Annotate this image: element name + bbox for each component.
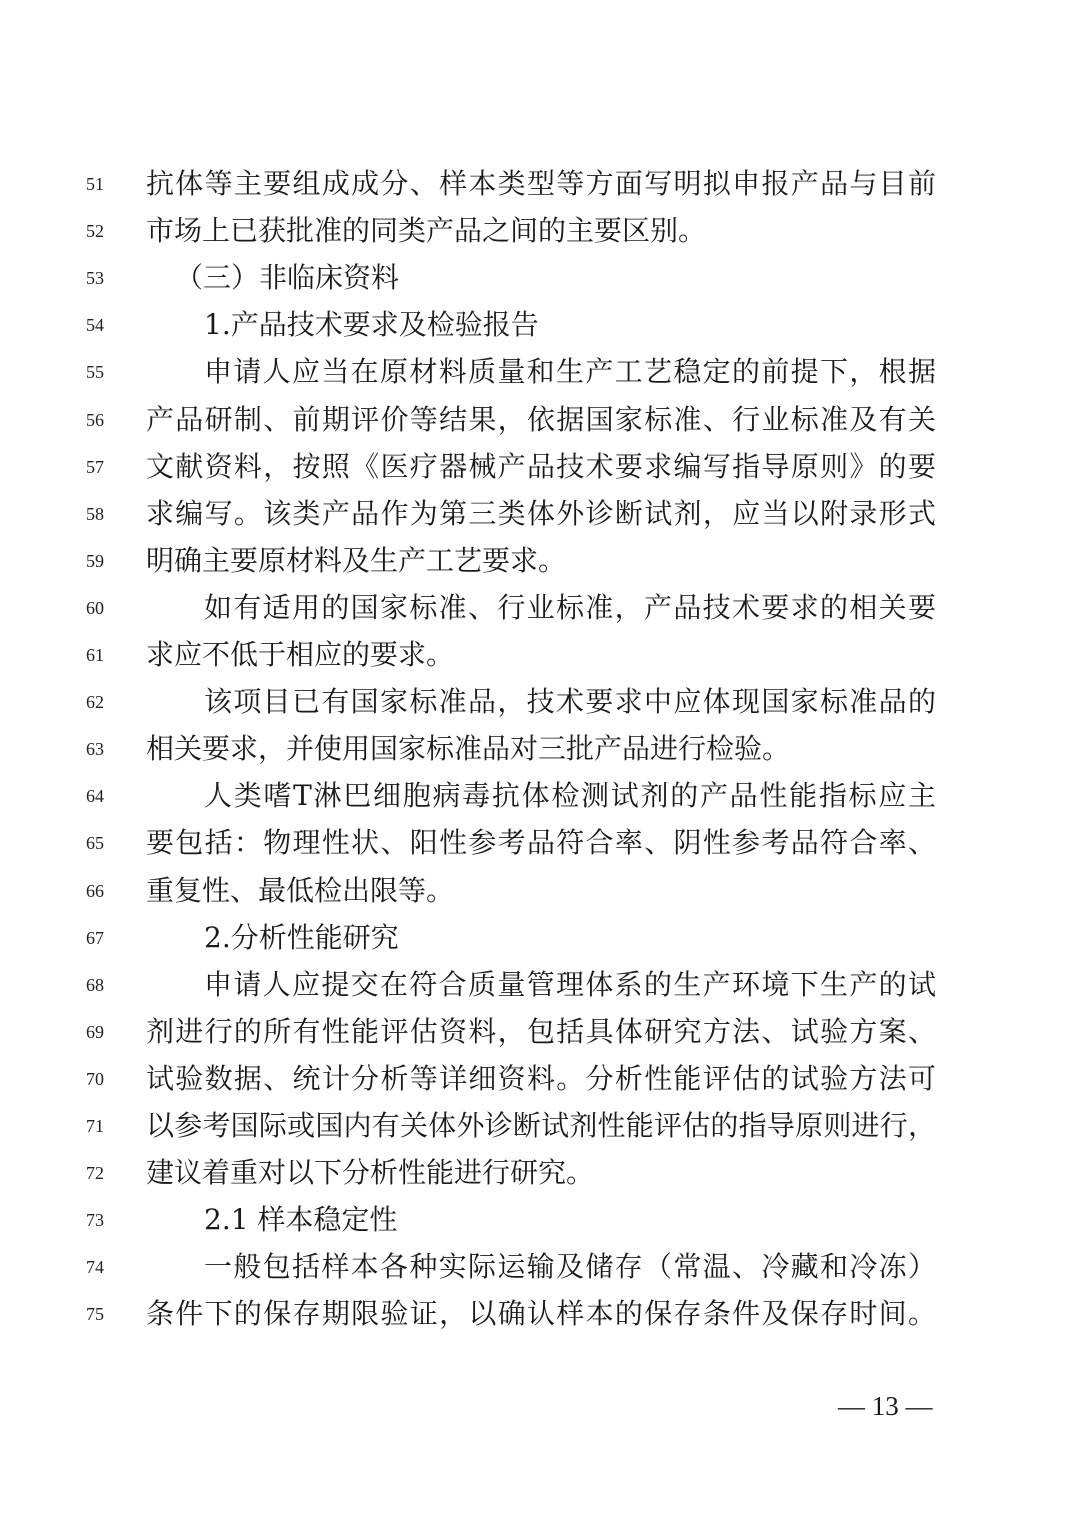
line-text: 以参考国际或国内有关体外诊断试剂性能评估的指导原则进行， bbox=[146, 1109, 936, 1142]
line-text: 相关要求，并使用国家标准品对三批产品进行检验。 bbox=[146, 732, 791, 766]
line-text: 2.分析性能研究 bbox=[204, 920, 399, 954]
text-line bbox=[0, 537, 1080, 584]
line-number: 55 bbox=[86, 362, 104, 383]
line-text: 求应不低于相应的要求。 bbox=[146, 638, 455, 671]
line-text: 一般包括样本各种实际运输及储存（常温、冷藏和冷冻） bbox=[204, 1250, 936, 1284]
text-line bbox=[0, 584, 1080, 631]
text-line bbox=[0, 819, 1080, 866]
line-text: （三）非临床资料 bbox=[175, 261, 400, 295]
line-number: 74 bbox=[86, 1257, 104, 1278]
text-line bbox=[0, 348, 1080, 395]
line-number: 59 bbox=[86, 550, 104, 571]
text-line bbox=[0, 254, 1080, 301]
line-number: 52 bbox=[86, 221, 104, 242]
line-text: 求编写。该类产品作为第三类体外诊断试剂，应当以附录形式 bbox=[146, 496, 936, 530]
text-line bbox=[0, 443, 1080, 490]
page-number: — 13 — bbox=[838, 1391, 933, 1421]
text-line bbox=[0, 772, 1080, 819]
text-line bbox=[0, 961, 1080, 1008]
line-number: 57 bbox=[86, 456, 104, 477]
line-number: 56 bbox=[86, 409, 104, 430]
line-number: 69 bbox=[86, 1021, 104, 1042]
line-text: 条件下的保存期限验证，以确认样本的保存条件及保存时间。 bbox=[146, 1297, 936, 1331]
line-number: 61 bbox=[86, 645, 104, 665]
line-text: 明确主要原材料及生产工艺要求。 bbox=[146, 543, 567, 577]
line-number: 60 bbox=[86, 597, 104, 618]
line-text: 市场上已获批准的同类产品之间的主要区别。 bbox=[146, 214, 707, 248]
text-line bbox=[0, 1055, 1080, 1102]
text-line bbox=[0, 207, 1080, 254]
line-text: 文献资料，按照《医疗器械产品技术要求编写指导原则》的要 bbox=[146, 449, 936, 483]
line-text: 试验数据、统计分析等详细资料。分析性能评估的试验方法可 bbox=[146, 1061, 936, 1095]
line-number: 68 bbox=[86, 974, 104, 995]
text-line bbox=[0, 725, 1080, 772]
line-number: 54 bbox=[86, 315, 104, 336]
line-number: 75 bbox=[86, 1304, 104, 1325]
line-text: 抗体等主要组成成分、样本类型等方面写明拟申报产品与目前 bbox=[146, 167, 936, 200]
line-text: 人类嗜T淋巴细胞病毒抗体检测试剂的产品性能指标应主 bbox=[204, 779, 936, 813]
line-text: 该项目已有国家标准品，技术要求中应体现国家标准品的 bbox=[204, 685, 936, 719]
line-text: 要包括：物理性状、阳性参考品符合率、阴性参考品符合率、 bbox=[146, 826, 936, 860]
line-text: 剂进行的所有性能评估资料，包括具体研究方法、试验方案、 bbox=[146, 1014, 936, 1048]
line-number: 58 bbox=[86, 503, 104, 524]
text-line bbox=[0, 396, 1080, 443]
line-number: 73 bbox=[86, 1210, 104, 1231]
line-number: 63 bbox=[86, 739, 104, 760]
line-number: 70 bbox=[86, 1068, 104, 1089]
text-line bbox=[0, 1243, 1080, 1290]
text-line bbox=[0, 914, 1080, 961]
line-text: 2.1 样本稳定性 bbox=[204, 1203, 398, 1237]
line-text: 建议着重对以下分析性能进行研究。 bbox=[146, 1156, 595, 1190]
line-number: 62 bbox=[86, 692, 104, 713]
line-number: 66 bbox=[86, 880, 104, 901]
line-number: 64 bbox=[86, 786, 104, 807]
text-line bbox=[0, 1008, 1080, 1055]
text-line bbox=[0, 490, 1080, 537]
text-line bbox=[0, 678, 1080, 725]
text-line bbox=[0, 1102, 1080, 1149]
line-number: 51 bbox=[86, 174, 104, 194]
text-line bbox=[0, 1196, 1080, 1243]
line-number: 72 bbox=[86, 1163, 104, 1184]
line-text: 重复性、最低检出限等。 bbox=[146, 873, 455, 907]
text-line bbox=[0, 1290, 1080, 1337]
text-line bbox=[0, 1149, 1080, 1196]
text-line bbox=[0, 301, 1080, 348]
line-text: 如有适用的国家标准、行业标准，产品技术要求的相关要 bbox=[204, 590, 936, 624]
line-text: 申请人应当在原材料质量和生产工艺稳定的前提下，根据 bbox=[204, 355, 936, 389]
line-number: 67 bbox=[86, 927, 104, 948]
line-number: 65 bbox=[86, 833, 104, 854]
line-text: 产品研制、前期评价等结果，依据国家标准、行业标准及有关 bbox=[146, 402, 936, 436]
text-line bbox=[0, 160, 1080, 207]
line-number: 53 bbox=[86, 268, 104, 289]
text-line bbox=[0, 631, 1080, 678]
text-line bbox=[0, 867, 1080, 914]
line-number: 71 bbox=[86, 1116, 104, 1136]
line-text: 申请人应提交在符合质量管理体系的生产环境下生产的试 bbox=[204, 967, 936, 1001]
line-text: 1.产品技术要求及检验报告 bbox=[204, 308, 539, 342]
